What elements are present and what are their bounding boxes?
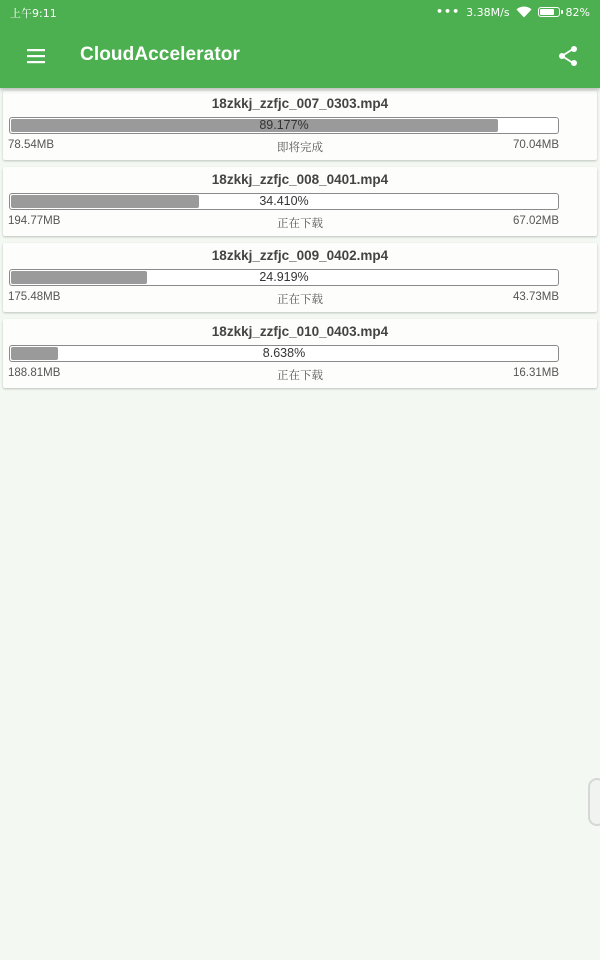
total-size: 43.73MB <box>512 291 559 303</box>
network-speed: 3.38M/s <box>466 5 510 19</box>
total-size: 16.31MB <box>512 367 559 379</box>
progress-percent: 89.177% <box>259 118 309 132</box>
more-notifications-icon: ••• <box>436 4 461 18</box>
downloaded-size: 78.54MB <box>8 139 55 151</box>
progress-bar <box>9 269 559 286</box>
menu-icon[interactable] <box>24 44 48 68</box>
download-item[interactable] <box>3 319 597 388</box>
total-size: 67.02MB <box>512 215 559 227</box>
download-status: 正在下载 <box>277 294 323 306</box>
progress-percent: 8.638% <box>262 346 306 360</box>
download-status: 即将完成 <box>277 142 323 154</box>
progress-bar <box>9 193 559 210</box>
download-item[interactable] <box>3 167 597 236</box>
downloaded-size: 194.77MB <box>8 215 61 227</box>
battery-level-fill <box>540 9 554 15</box>
app-title: CloudAccelerator <box>80 44 240 65</box>
battery-icon <box>538 7 560 17</box>
battery-percent: 82% <box>565 5 590 19</box>
download-status: 正在下载 <box>277 370 323 382</box>
status-bar <box>0 0 600 24</box>
app-bar <box>0 0 600 88</box>
downloaded-size: 175.48MB <box>8 291 61 303</box>
total-size: 70.04MB <box>512 139 559 151</box>
progress-percent: 34.410% <box>259 194 309 208</box>
wifi-icon <box>516 6 532 18</box>
file-name: 18zkkj_zzfjc_009_0402.mp4 <box>211 248 389 263</box>
progress-bar <box>9 345 559 362</box>
download-item[interactable] <box>3 91 597 160</box>
download-item[interactable] <box>3 243 597 312</box>
share-icon[interactable] <box>556 44 580 68</box>
status-time: 上午9:11 <box>10 7 57 20</box>
download-status: 正在下载 <box>277 218 323 230</box>
file-name: 18zkkj_zzfjc_010_0403.mp4 <box>211 324 389 339</box>
progress-percent: 24.919% <box>259 270 309 284</box>
download-list <box>3 91 597 395</box>
file-name: 18zkkj_zzfjc_008_0401.mp4 <box>211 172 389 187</box>
toolbar <box>0 24 600 88</box>
file-name: 18zkkj_zzfjc_007_0303.mp4 <box>211 96 389 111</box>
progress-bar <box>9 117 559 134</box>
floating-edge-handle[interactable] <box>588 778 600 826</box>
status-indicators <box>436 4 590 20</box>
downloaded-size: 188.81MB <box>8 367 61 379</box>
